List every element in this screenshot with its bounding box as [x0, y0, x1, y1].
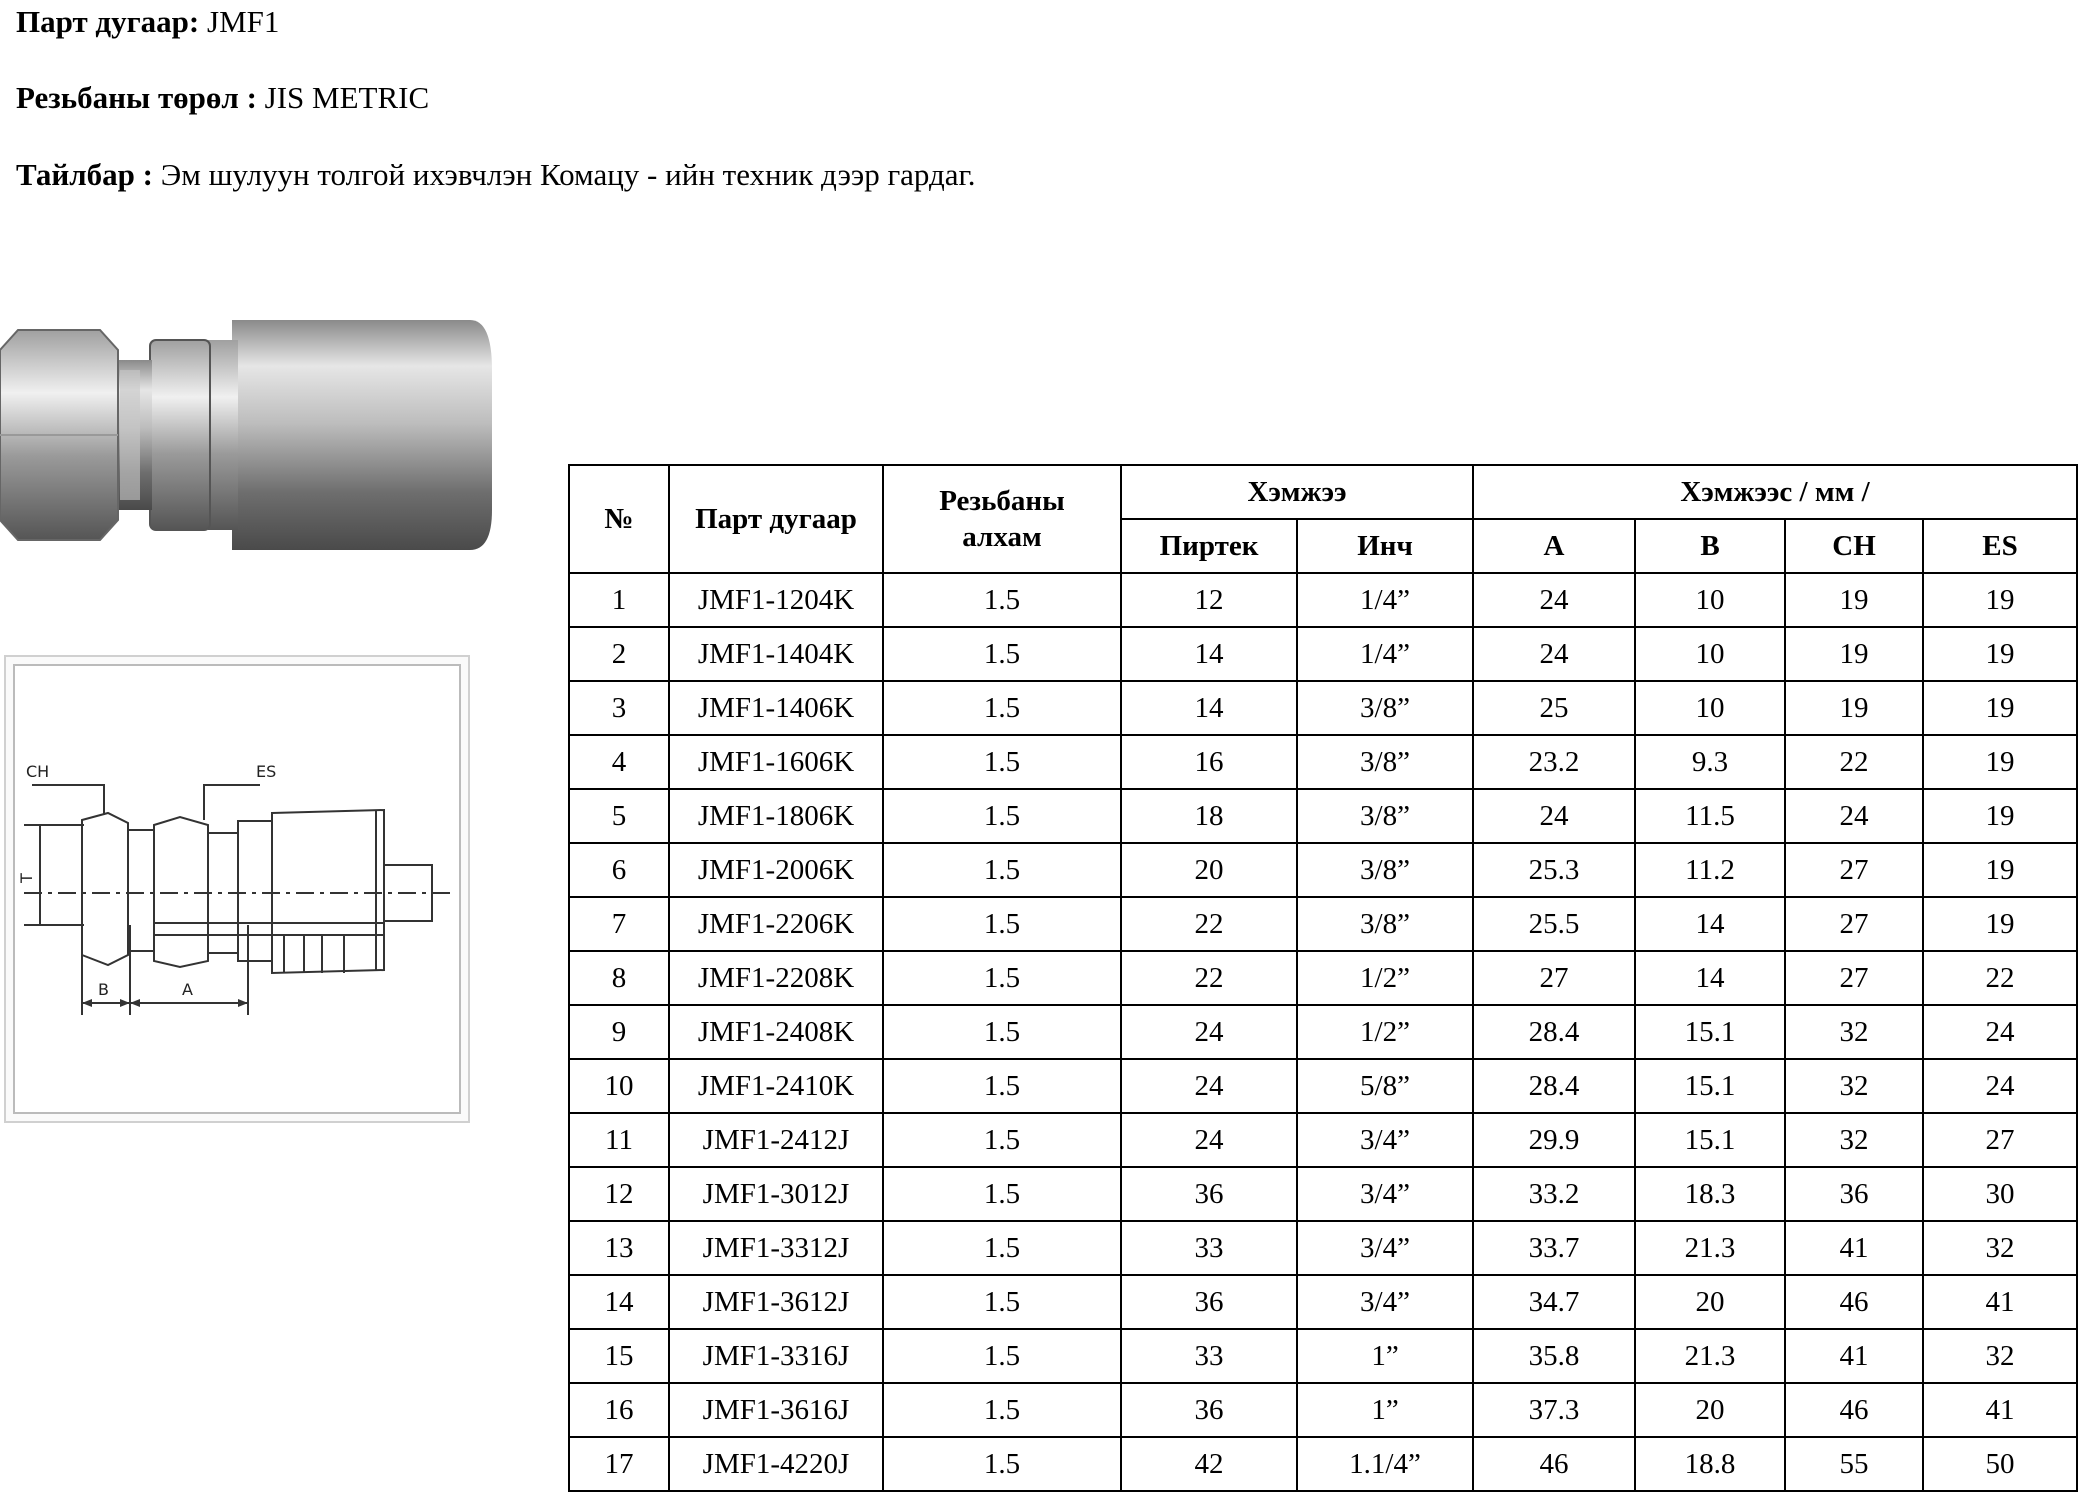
description-value: Эм шулуун толгой ихэвчлэн Комацу - ийн техник дээр гардаг. [160, 157, 976, 192]
cell-thread-pitch: 1.5 [883, 951, 1121, 1005]
table-row [569, 789, 2077, 843]
cell-part-number: JMF1-3312J [669, 1221, 883, 1275]
header-es: ES [1923, 519, 2077, 573]
cell-thread-pitch: 1.5 [883, 1113, 1121, 1167]
cell-part-number: JMF1-3316J [669, 1329, 883, 1383]
header-ch: CH [1785, 519, 1923, 573]
cell-part-number: JMF1-1806K [669, 789, 883, 843]
cell-b: 9.3 [1635, 735, 1785, 789]
cell-ch: 36 [1785, 1167, 1923, 1221]
cell-a: 28.4 [1473, 1005, 1635, 1059]
part-number-line [16, 2, 279, 42]
cell-inch: 1.1/4” [1297, 1437, 1473, 1491]
cell-no: 13 [569, 1221, 669, 1275]
cell-a: 28.4 [1473, 1059, 1635, 1113]
cell-inch: 5/8” [1297, 1059, 1473, 1113]
cell-part-number: JMF1-2408K [669, 1005, 883, 1059]
header-part-number: Парт дугаар [669, 465, 883, 573]
header-size: Хэмжээ [1121, 465, 1473, 519]
cell-inch: 3/8” [1297, 897, 1473, 951]
cell-a: 24 [1473, 789, 1635, 843]
cell-es: 19 [1923, 627, 2077, 681]
cell-ch: 27 [1785, 951, 1923, 1005]
cell-ch: 46 [1785, 1383, 1923, 1437]
cell-es: 41 [1923, 1383, 2077, 1437]
cell-inch: 1/4” [1297, 627, 1473, 681]
cell-no: 5 [569, 789, 669, 843]
cell-pirtek: 14 [1121, 627, 1297, 681]
cell-part-number: JMF1-1204K [669, 573, 883, 627]
table-row [569, 1437, 2077, 1491]
cell-part-number: JMF1-3012J [669, 1167, 883, 1221]
cell-es: 19 [1923, 573, 2077, 627]
header-no: № [569, 465, 669, 573]
cell-no: 8 [569, 951, 669, 1005]
header-b: B [1635, 519, 1785, 573]
cell-pirtek: 36 [1121, 1167, 1297, 1221]
cell-part-number: JMF1-3612J [669, 1275, 883, 1329]
cell-es: 22 [1923, 951, 2077, 1005]
part-number-value: JMF1 [207, 4, 280, 39]
cell-no: 17 [569, 1437, 669, 1491]
cell-inch: 3/8” [1297, 735, 1473, 789]
table-row [569, 1221, 2077, 1275]
cell-b: 10 [1635, 627, 1785, 681]
cell-inch: 3/4” [1297, 1275, 1473, 1329]
cell-thread-pitch: 1.5 [883, 1437, 1121, 1491]
cell-thread-pitch: 1.5 [883, 681, 1121, 735]
cell-pirtek: 33 [1121, 1221, 1297, 1275]
cell-a: 24 [1473, 573, 1635, 627]
header-dimensions: Хэмжээс / мм / [1473, 465, 2077, 519]
cell-pirtek: 20 [1121, 843, 1297, 897]
table-row [569, 1005, 2077, 1059]
cell-a: 24 [1473, 627, 1635, 681]
table-row [569, 1059, 2077, 1113]
table-row [569, 573, 2077, 627]
cell-part-number: JMF1-1406K [669, 681, 883, 735]
cell-es: 32 [1923, 1329, 2077, 1383]
cell-b: 11.2 [1635, 843, 1785, 897]
cell-a: 29.9 [1473, 1113, 1635, 1167]
cell-b: 10 [1635, 681, 1785, 735]
cell-no: 10 [569, 1059, 669, 1113]
cell-a: 46 [1473, 1437, 1635, 1491]
cell-pirtek: 22 [1121, 951, 1297, 1005]
cell-ch: 22 [1785, 735, 1923, 789]
cell-inch: 1/2” [1297, 951, 1473, 1005]
cell-no: 14 [569, 1275, 669, 1329]
table-row [569, 897, 2077, 951]
cell-b: 20 [1635, 1275, 1785, 1329]
spec-table [568, 464, 2078, 1492]
cell-inch: 1” [1297, 1329, 1473, 1383]
cell-pirtek: 18 [1121, 789, 1297, 843]
cell-es: 19 [1923, 843, 2077, 897]
table-row [569, 681, 2077, 735]
table-row [569, 1383, 2077, 1437]
table-row [569, 843, 2077, 897]
cell-inch: 3/8” [1297, 789, 1473, 843]
header-thread-pitch: Резьбаны алхам [883, 465, 1121, 573]
cell-b: 15.1 [1635, 1005, 1785, 1059]
cell-pirtek: 24 [1121, 1059, 1297, 1113]
cell-es: 24 [1923, 1059, 2077, 1113]
cell-a: 37.3 [1473, 1383, 1635, 1437]
cell-es: 32 [1923, 1221, 2077, 1275]
cell-ch: 27 [1785, 843, 1923, 897]
cell-no: 3 [569, 681, 669, 735]
table-row [569, 627, 2077, 681]
cell-pirtek: 16 [1121, 735, 1297, 789]
cell-no: 1 [569, 573, 669, 627]
cell-a: 33.2 [1473, 1167, 1635, 1221]
spec-table-body [569, 573, 2077, 1491]
table-row [569, 1329, 2077, 1383]
cell-b: 20 [1635, 1383, 1785, 1437]
cell-b: 15.1 [1635, 1059, 1785, 1113]
cell-b: 14 [1635, 897, 1785, 951]
header-a: A [1473, 519, 1635, 573]
cell-thread-pitch: 1.5 [883, 1167, 1121, 1221]
cell-ch: 41 [1785, 1221, 1923, 1275]
cell-thread-pitch: 1.5 [883, 573, 1121, 627]
table-row [569, 735, 2077, 789]
cell-part-number: JMF1-2410K [669, 1059, 883, 1113]
description-label: Тайлбар : [16, 157, 153, 192]
cell-no: 9 [569, 1005, 669, 1059]
header-inch: Инч [1297, 519, 1473, 573]
cell-no: 15 [569, 1329, 669, 1383]
cell-a: 25.5 [1473, 897, 1635, 951]
cell-inch: 3/8” [1297, 843, 1473, 897]
fitting-photo [0, 310, 500, 560]
drawing-label-b: B [98, 980, 109, 999]
cell-no: 12 [569, 1167, 669, 1221]
header-pirtek: Пиртек [1121, 519, 1297, 573]
cell-ch: 32 [1785, 1059, 1923, 1113]
cell-part-number: JMF1-1404K [669, 627, 883, 681]
cell-pirtek: 12 [1121, 573, 1297, 627]
cell-ch: 41 [1785, 1329, 1923, 1383]
drawing-label-a: A [182, 980, 193, 999]
dimension-drawing [4, 655, 470, 1123]
cell-part-number: JMF1-2412J [669, 1113, 883, 1167]
cell-thread-pitch: 1.5 [883, 843, 1121, 897]
cell-b: 21.3 [1635, 1329, 1785, 1383]
cell-thread-pitch: 1.5 [883, 1275, 1121, 1329]
cell-thread-pitch: 1.5 [883, 627, 1121, 681]
cell-a: 25.3 [1473, 843, 1635, 897]
cell-inch: 1” [1297, 1383, 1473, 1437]
cell-part-number: JMF1-3616J [669, 1383, 883, 1437]
cell-es: 19 [1923, 897, 2077, 951]
cell-b: 11.5 [1635, 789, 1785, 843]
cell-part-number: JMF1-1606K [669, 735, 883, 789]
cell-ch: 27 [1785, 897, 1923, 951]
cell-pirtek: 36 [1121, 1383, 1297, 1437]
cell-pirtek: 24 [1121, 1113, 1297, 1167]
cell-part-number: JMF1-2208K [669, 951, 883, 1005]
cell-b: 15.1 [1635, 1113, 1785, 1167]
cell-es: 27 [1923, 1113, 2077, 1167]
cell-thread-pitch: 1.5 [883, 1221, 1121, 1275]
cell-no: 7 [569, 897, 669, 951]
cell-ch: 46 [1785, 1275, 1923, 1329]
drawing-label-ch: CH [26, 762, 50, 781]
cell-no: 2 [569, 627, 669, 681]
cell-thread-pitch: 1.5 [883, 1329, 1121, 1383]
cell-es: 41 [1923, 1275, 2077, 1329]
cell-no: 11 [569, 1113, 669, 1167]
table-row [569, 1113, 2077, 1167]
cell-ch: 55 [1785, 1437, 1923, 1491]
cell-a: 34.7 [1473, 1275, 1635, 1329]
cell-thread-pitch: 1.5 [883, 1383, 1121, 1437]
cell-inch: 1/2” [1297, 1005, 1473, 1059]
cell-a: 35.8 [1473, 1329, 1635, 1383]
cell-ch: 24 [1785, 789, 1923, 843]
cell-a: 27 [1473, 951, 1635, 1005]
table-row [569, 951, 2077, 1005]
table-row [569, 1275, 2077, 1329]
cell-b: 21.3 [1635, 1221, 1785, 1275]
cell-part-number: JMF1-2006K [669, 843, 883, 897]
cell-pirtek: 24 [1121, 1005, 1297, 1059]
thread-type-value: JIS METRIC [264, 80, 430, 115]
cell-pirtek: 14 [1121, 681, 1297, 735]
cell-ch: 19 [1785, 573, 1923, 627]
cell-thread-pitch: 1.5 [883, 1059, 1121, 1113]
cell-pirtek: 36 [1121, 1275, 1297, 1329]
cell-ch: 19 [1785, 681, 1923, 735]
cell-b: 10 [1635, 573, 1785, 627]
cell-no: 16 [569, 1383, 669, 1437]
cell-thread-pitch: 1.5 [883, 735, 1121, 789]
description-line [16, 155, 976, 195]
cell-b: 18.8 [1635, 1437, 1785, 1491]
cell-no: 4 [569, 735, 669, 789]
cell-pirtek: 22 [1121, 897, 1297, 951]
cell-thread-pitch: 1.5 [883, 897, 1121, 951]
cell-es: 30 [1923, 1167, 2077, 1221]
cell-pirtek: 33 [1121, 1329, 1297, 1383]
cell-es: 19 [1923, 789, 2077, 843]
cell-ch: 19 [1785, 627, 1923, 681]
cell-es: 24 [1923, 1005, 2077, 1059]
cell-es: 19 [1923, 735, 2077, 789]
cell-inch: 3/8” [1297, 681, 1473, 735]
cell-thread-pitch: 1.5 [883, 1005, 1121, 1059]
cell-b: 14 [1635, 951, 1785, 1005]
drawing-label-es: ES [256, 762, 277, 781]
cell-part-number: JMF1-4220J [669, 1437, 883, 1491]
cell-b: 18.3 [1635, 1167, 1785, 1221]
cell-no: 6 [569, 843, 669, 897]
table-row [569, 1167, 2077, 1221]
cell-ch: 32 [1785, 1113, 1923, 1167]
part-number-label: Парт дугаар: [16, 4, 200, 39]
cell-es: 50 [1923, 1437, 2077, 1491]
thread-type-line [16, 78, 429, 118]
cell-inch: 1/4” [1297, 573, 1473, 627]
cell-thread-pitch: 1.5 [883, 789, 1121, 843]
drawing-label-t: T [17, 873, 36, 883]
cell-a: 25 [1473, 681, 1635, 735]
cell-a: 33.7 [1473, 1221, 1635, 1275]
cell-inch: 3/4” [1297, 1221, 1473, 1275]
cell-ch: 32 [1785, 1005, 1923, 1059]
cell-es: 19 [1923, 681, 2077, 735]
cell-inch: 3/4” [1297, 1167, 1473, 1221]
cell-pirtek: 42 [1121, 1437, 1297, 1491]
cell-inch: 3/4” [1297, 1113, 1473, 1167]
thread-type-label: Резьбаны төрөл : [16, 80, 257, 115]
cell-a: 23.2 [1473, 735, 1635, 789]
cell-part-number: JMF1-2206K [669, 897, 883, 951]
